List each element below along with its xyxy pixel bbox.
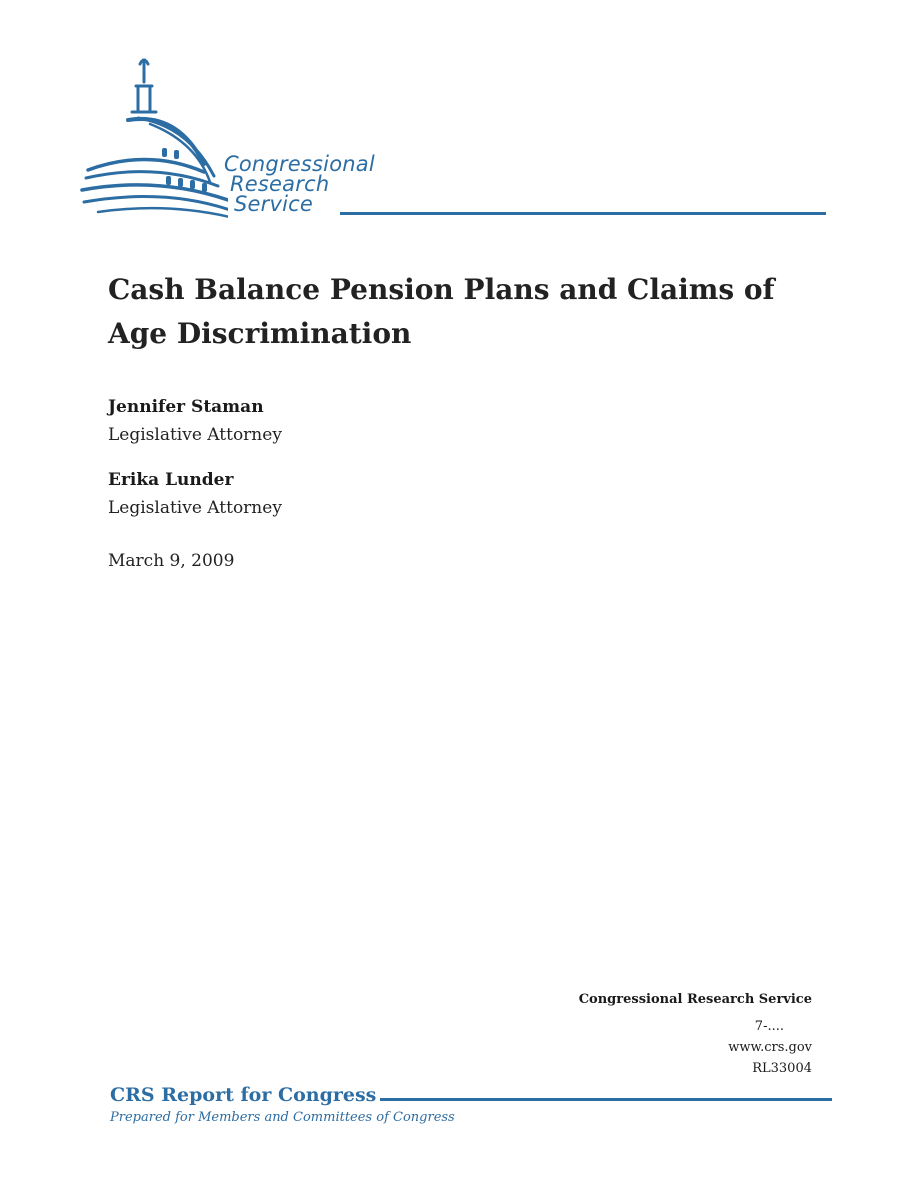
author-block [108, 393, 282, 449]
logo-text-line-1: Congressional [224, 152, 375, 176]
author-role: Legislative Attorney [108, 425, 282, 445]
author-block [108, 466, 282, 522]
author-name: Jennifer Staman [108, 397, 264, 417]
logo-rule [340, 212, 826, 215]
order-code: 7-.... [754, 1019, 784, 1034]
report-footer [110, 1084, 832, 1125]
website-link[interactable]: www.crs.gov [728, 1040, 812, 1055]
report-date: March 9, 2009 [108, 551, 235, 571]
crs-logo [78, 52, 838, 232]
report-number: RL33004 [752, 1061, 812, 1076]
footer-title: CRS Report for Congress [110, 1084, 380, 1106]
report-title: Cash Balance Pension Plans and Claims of Age Discrimination [108, 273, 775, 350]
footer-subtitle: Prepared for Members and Committees of Congress [110, 1110, 455, 1125]
logo-text-line-3: Service [234, 192, 314, 216]
capitol-dome-icon [78, 52, 228, 222]
report-info [579, 990, 812, 1079]
author-name: Erika Lunder [108, 470, 234, 490]
organization-name: Congressional Research Service [578, 992, 812, 1007]
logo-text-line-2: Research [230, 172, 330, 196]
footer-rule [354, 1098, 832, 1101]
logo-wordmark [224, 154, 375, 214]
author-role: Legislative Attorney [108, 498, 282, 518]
